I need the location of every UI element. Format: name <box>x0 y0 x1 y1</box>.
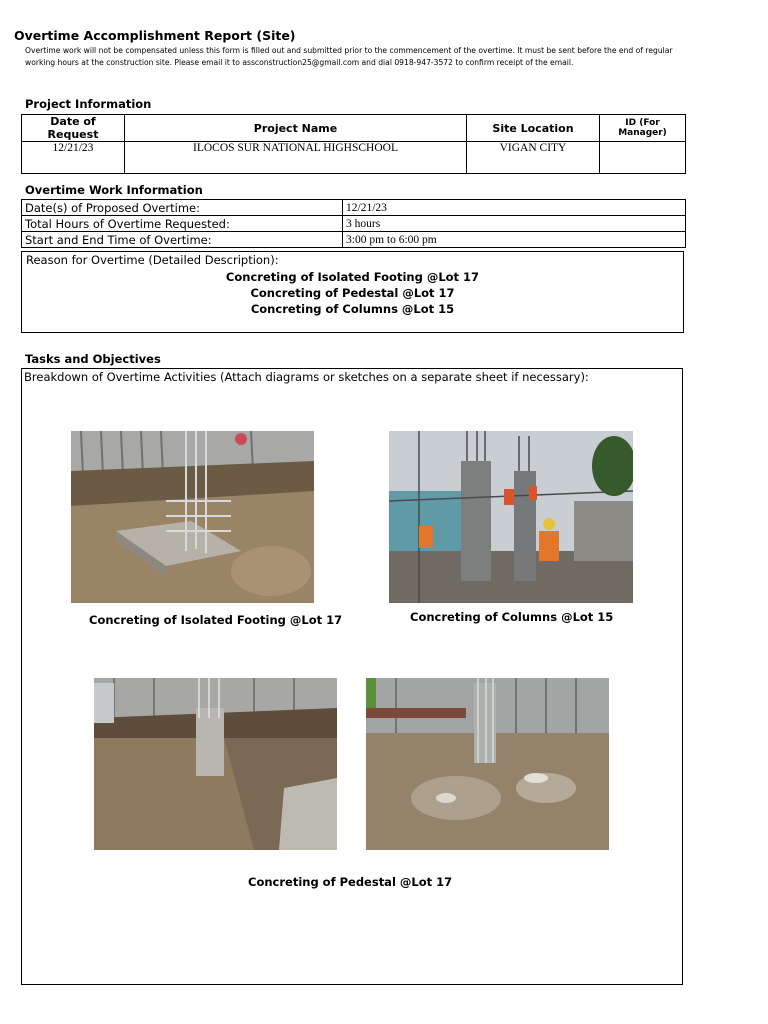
project-info-heading: Project Information <box>25 97 152 111</box>
site-location-value: VIGAN CITY <box>467 142 600 174</box>
ot-label-dates: Date(s) of Proposed Overtime: <box>22 200 343 216</box>
pedestal-photo-1 <box>94 678 337 850</box>
reason-line: Concreting of Pedestal @Lot 17 <box>250 286 455 300</box>
overtime-info-heading: Overtime Work Information <box>25 183 203 197</box>
reason-label: Reason for Overtime (Detailed Description): <box>26 253 279 267</box>
ot-value-hours: 3 hours <box>343 216 686 232</box>
ot-value-time: 3:00 pm to 6:00 pm <box>343 232 686 248</box>
project-name-value: ILOCOS SUR NATIONAL HIGHSCHOOL <box>125 142 467 174</box>
ot-value-dates: 12/21/23 <box>343 200 686 216</box>
header-id-for-manager: ID (For Manager) <box>600 115 686 142</box>
photo-caption: Concreting of Isolated Footing @Lot 17 <box>89 613 343 627</box>
report-title: Overtime Accomplishment Report (Site) <box>14 28 296 43</box>
photo-caption: Concreting of Pedestal @Lot 17 <box>248 875 453 889</box>
header-site-location: Site Location <box>467 115 600 142</box>
pedestal-photo-2 <box>366 678 609 850</box>
columns-photo <box>389 431 633 603</box>
tasks-heading: Tasks and Objectives <box>25 352 161 366</box>
footing-photo <box>71 431 314 603</box>
notice-text: Overtime work will not be compensated unless this form is filled out and submitted prior to the commencement of the overtime. It must be sent before the end of regular working hours at the construction site. Please email it to assconstruction25@gmail.com and dial 0918-947-3572 to confirm receipt of the email. <box>25 46 673 67</box>
breakdown-label: Breakdown of Overtime Activities (Attach diagrams or sketches on a separate sheet if necessary): <box>24 370 589 384</box>
id-for-manager-value <box>600 142 686 174</box>
ot-label-hours: Total Hours of Overtime Requested: <box>22 216 343 232</box>
ot-label-time: Start and End Time of Overtime: <box>22 232 343 248</box>
photo-caption: Concreting of Columns @Lot 15 <box>410 610 614 624</box>
reason-line: Concreting of Columns @Lot 15 <box>250 302 455 316</box>
project-info-table <box>21 114 686 174</box>
reason-box <box>21 251 684 333</box>
date-of-request-value: 12/21/23 <box>22 142 125 174</box>
header-date-of-request: Date of Request <box>22 115 125 142</box>
overtime-info-table <box>21 199 686 248</box>
reason-line: Concreting of Isolated Footing @Lot 17 <box>225 270 480 284</box>
header-project-name: Project Name <box>125 115 467 142</box>
